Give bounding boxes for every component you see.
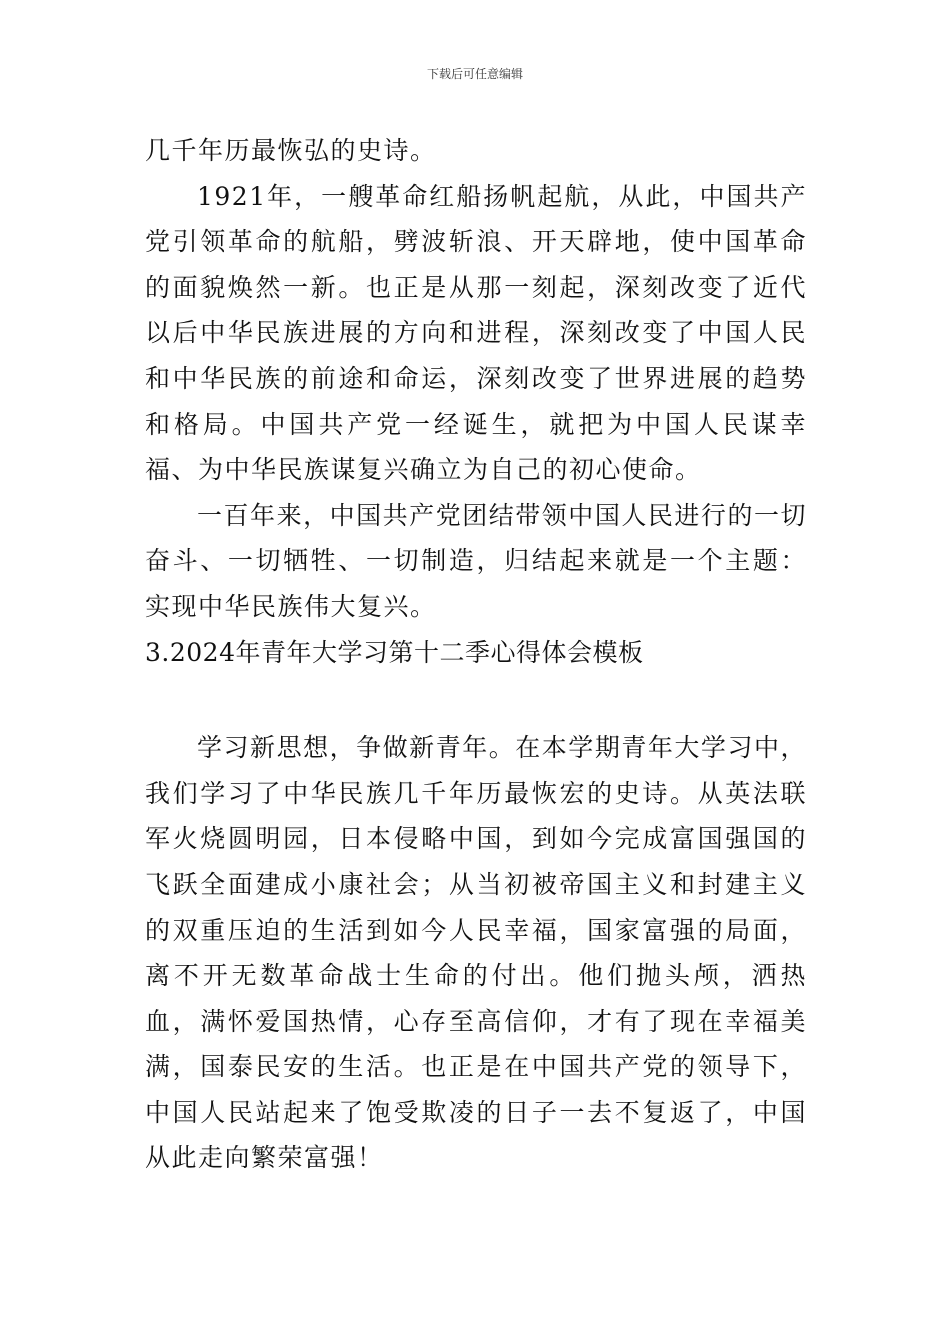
paragraph-study: 学习新思想，争做新青年。在本学期青年大学习中，我们学习了中华民族几千年历最恢宏的史诗。从英法联军火烧圆明园，日本侵略中国，到如今完成富国强国的飞跃全面建成小康社会；从当初被帝国主义和封建主义的双重压迫的生活到如今人民幸福，国家富强的局面，离不开无数革命战士生命的付出。他们抛头颅，洒热血，满怀爱国热情，心存至高信仰，才有了现在幸福美满，国泰民安的生活。也正是在中国共产党的领导下，中国人民站起来了饱受欺凌的日子一去不复返了，中国从此走向繁荣富强！ (145, 733, 807, 1173)
section-heading: 3.2024年青年大学习第十二季心得体会模板 (145, 637, 644, 667)
continued-paragraph: 几千年历最恢弘的史诗。 (145, 136, 437, 165)
document-body (145, 128, 807, 1181)
paragraph-century: 一百年来，中国共产党团结带领中国人民进行的一切奋斗、一切牺牲、一切制造，归结起来就是一个主题：实现中华民族伟大复兴。 (145, 500, 807, 621)
page-header-note: 下载后可任意编辑 (426, 67, 523, 81)
blank-line (145, 675, 807, 725)
paragraph-1921: 1921年，一艘革命红船扬帆起航，从此，中国共产党引领革命的航船，劈波斩浪、开天辟地，使中国革命的面貌焕然一新。也正是从那一刻起，深刻改变了近代以后中华民族进展的方向和进程，深刻改变了中国人民和中华民族的前途和命运，深刻改变了世界进展的趋势和格局。中国共产党一经诞生，就把为中国人民谋幸福、为中华民族谋复兴确立为自己的初心使命。 (145, 181, 807, 485)
